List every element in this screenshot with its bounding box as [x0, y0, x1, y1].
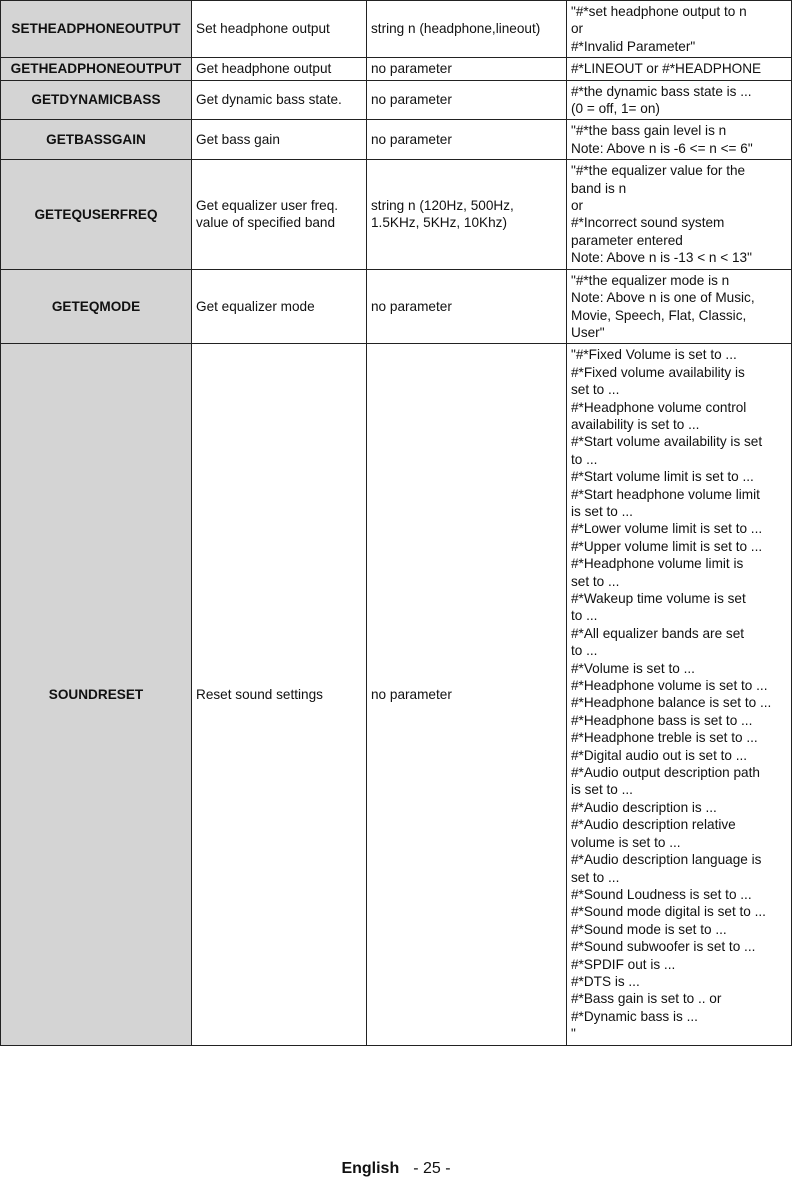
- cell-text-line: #*All equalizer bands are set: [571, 625, 745, 641]
- table-row: [1, 80, 792, 120]
- command-name: SOUNDRESET: [1, 344, 192, 1045]
- command-description: Set headphone output: [192, 1, 367, 58]
- cell-text-line: #*Fixed volume availability is: [571, 364, 745, 380]
- cell-text-line: #*Start headphone volume limit: [571, 486, 760, 502]
- command-response: [567, 120, 792, 160]
- command-name: GETHEADPHONEOUTPUT: [1, 58, 192, 80]
- command-parameter: no parameter: [367, 344, 567, 1045]
- cell-text-line: Movie, Speech, Flat, Classic,: [571, 307, 747, 323]
- cell-text-line: #*Upper volume limit is set to ...: [571, 538, 763, 554]
- cell-text-line: #*Incorrect sound system: [571, 215, 725, 231]
- cell-text-line: #*DTS is ...: [571, 973, 640, 989]
- cell-text-line: (0 = off, 1= on): [571, 101, 660, 117]
- command-response: [567, 160, 792, 269]
- cell-text-line: or: [571, 198, 584, 214]
- cell-text-line: #*Sound subwoofer is set to ...: [571, 939, 756, 955]
- table-row: [1, 120, 792, 160]
- cell-text-line: #*Sound mode digital is set to ...: [571, 904, 766, 920]
- cell-text-line: string n (120Hz, 500Hz,: [371, 198, 514, 214]
- command-name: SETHEADPHONEOUTPUT: [1, 1, 192, 58]
- command-description: [192, 160, 367, 269]
- command-name: GETEQUSERFREQ: [1, 160, 192, 269]
- cell-text-line: Get equalizer user freq.: [196, 198, 339, 214]
- cell-text-line: #*Headphone treble is set to ...: [571, 730, 758, 746]
- cell-text-line: "#*the bass gain level is n: [571, 123, 727, 139]
- cell-text-line: band is n: [571, 180, 627, 196]
- cell-text-line: Note: Above n is -6 <= n <= 6": [571, 140, 753, 156]
- cell-text-line: set to ...: [571, 573, 620, 589]
- cell-text-line: #*LINEOUT or #*HEADPHONE: [571, 61, 762, 77]
- cell-text-line: #*Digital audio out is set to ...: [571, 747, 748, 763]
- command-response: [567, 80, 792, 120]
- command-parameter: no parameter: [367, 80, 567, 120]
- page-number: - 25 -: [413, 1160, 451, 1177]
- cell-text-line: Note: Above n is one of Music,: [571, 290, 755, 306]
- command-parameter: no parameter: [367, 58, 567, 80]
- footer-language: English: [341, 1160, 400, 1177]
- cell-text-line: #*Invalid Parameter": [571, 38, 696, 54]
- cell-text-line: #*SPDIF out is ...: [571, 956, 676, 972]
- table-row: [1, 1, 792, 58]
- cell-text-line: #*the dynamic bass state is ...: [571, 83, 752, 99]
- cell-text-line: #*Audio description is ...: [571, 799, 717, 815]
- cell-text-line: #*Volume is set to ...: [571, 660, 695, 676]
- cell-text-line: User": [571, 324, 605, 340]
- cell-text-line: #*Sound mode is set to ...: [571, 921, 727, 937]
- command-parameter: no parameter: [367, 120, 567, 160]
- cell-text-line: #*Wakeup time volume is set: [571, 591, 746, 606]
- table-row: [1, 160, 792, 269]
- cell-text-line: to ...: [571, 643, 598, 659]
- command-name: GETDYNAMICBASS: [1, 80, 192, 120]
- command-description: Get dynamic bass state.: [192, 80, 367, 120]
- cell-text-line: or: [571, 21, 584, 37]
- cell-text-line: #*Sound Loudness is set to ...: [571, 886, 752, 902]
- cell-text-line: to ...: [571, 451, 598, 467]
- command-description: Get headphone output: [192, 58, 367, 80]
- cell-text-line: #*Headphone volume limit is: [571, 556, 744, 572]
- cell-text-line: value of specified band: [196, 215, 336, 231]
- cell-text-line: #*Audio description relative: [571, 817, 736, 833]
- cell-text-line: #*Start volume availability is set: [571, 434, 763, 450]
- table-row: [1, 58, 792, 80]
- command-description: Get bass gain: [192, 120, 367, 160]
- command-table-body: [1, 1, 792, 1046]
- command-parameter: [367, 160, 567, 269]
- cell-text-line: "#*the equalizer value for the: [571, 163, 746, 179]
- cell-text-line: parameter entered: [571, 232, 683, 248]
- cell-text-line: "#*set headphone output to n: [571, 4, 747, 19]
- cell-text-line: is set to ...: [571, 782, 633, 798]
- page-footer: [0, 1160, 792, 1178]
- cell-text-line: ": [571, 1026, 576, 1042]
- command-response: [567, 269, 792, 344]
- command-name: GETBASSGAIN: [1, 120, 192, 160]
- cell-text-line: Note: Above n is -13 < n < 13": [571, 250, 752, 266]
- command-response: [567, 344, 792, 1045]
- cell-text-line: set to ...: [571, 869, 620, 885]
- cell-text-line: #*Dynamic bass is ...: [571, 1008, 698, 1024]
- cell-text-line: "#*Fixed Volume is set to ...: [571, 347, 737, 363]
- command-description: Get equalizer mode: [192, 269, 367, 344]
- table-row: [1, 269, 792, 344]
- cell-text-line: set to ...: [571, 382, 620, 398]
- cell-text-line: 1.5KHz, 5KHz, 10Khz): [371, 215, 507, 231]
- cell-text-line: #*Headphone volume is set to ...: [571, 678, 768, 694]
- cell-text-line: #*Bass gain is set to .. or: [571, 991, 722, 1007]
- table-row: [1, 344, 792, 1045]
- command-parameter: string n (headphone,lineout): [367, 1, 567, 58]
- command-description: Reset sound settings: [192, 344, 367, 1045]
- cell-text-line: is set to ...: [571, 503, 633, 519]
- cell-text-line: #*Lower volume limit is set to ...: [571, 521, 763, 537]
- cell-text-line: #*Start volume limit is set to ...: [571, 469, 754, 485]
- command-parameter: no parameter: [367, 269, 567, 344]
- cell-text-line: to ...: [571, 608, 598, 624]
- command-response: [567, 58, 792, 80]
- cell-text-line: availability is set to ...: [571, 416, 700, 432]
- cell-text-line: #*Audio description language is: [571, 852, 762, 868]
- cell-text-line: #*Audio output description path: [571, 765, 760, 781]
- cell-text-line: #*Headphone balance is set to ...: [571, 695, 772, 711]
- command-response: [567, 1, 792, 58]
- cell-text-line: #*Headphone bass is set to ...: [571, 712, 753, 728]
- command-name: GETEQMODE: [1, 269, 192, 344]
- cell-text-line: #*Headphone volume control: [571, 399, 747, 415]
- cell-text-line: "#*the equalizer mode is n: [571, 272, 730, 288]
- cell-text-line: volume is set to ...: [571, 834, 681, 850]
